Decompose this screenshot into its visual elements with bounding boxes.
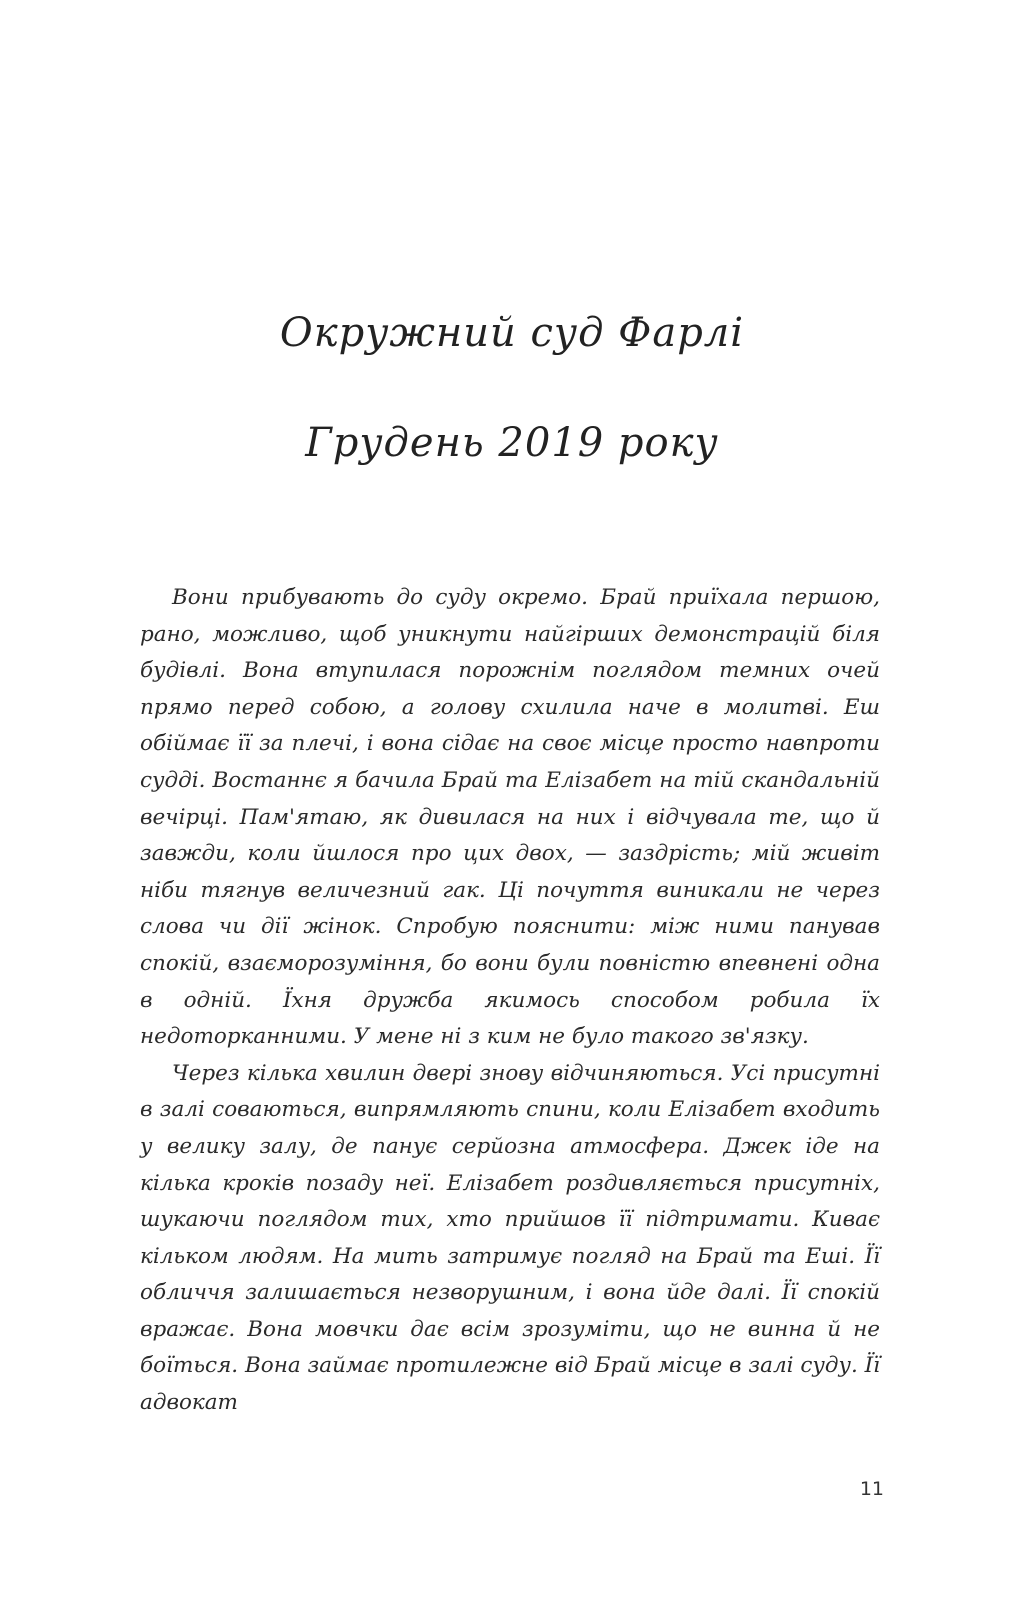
chapter-location-heading: Окружний суд Фарлі [279, 310, 745, 356]
paragraph: Вони прибувають до суду окремо. Брай приїхала першою, рано, можливо, щоб уникнути найгірших демонстрацій біля будівлі. Вона втупилася порожнім поглядом темних очей прямо перед собою, а голову схилила наче в молитві. Еш обіймає її за плечі, і вона сідає на своє місце просто навпроти судді. Востаннє я бачила Брай та Елізабет на тій скандальній вечірці. Пам'ятаю, як дивилася на них і відчувала те, що й завжди, коли йшлося про цих двох, — заздрість; мій живіт ніби тягнув величезний гак. Ці почуття виникали не через слова чи дії жінок. Спробую пояснити: між ними панував спокій, взаєморозуміння, бо вони були повністю впевнені одна в одній. Їхня дружба якимось способом робила їх недоторканними. У мене ні з ким не було такого зв'язку. [140, 585, 880, 1050]
page-number: 11 [859, 1478, 884, 1500]
chapter-date-heading: Грудень 2019 року [305, 420, 719, 466]
paragraph: Через кілька хвилин двері знову відчиняються. Усі присутні в залі соваються, випрямляють спини, коли Елізабет входить у велику залу, де панує серйозна атмосфера. Джек іде на кілька кроків позаду неї. Елізабет роздивляється присутніх, шукаючи поглядом тих, хто прийшов її підтримати. Киває кільком людям. На мить затримує погляд на Брай та Еші. Її обличчя залишається незворушним, і вона йде далі. Її спокій вражає. Вона мовчки дає всім зрозуміти, що не винна й не боїться. Вона займає протилежне від Брай місце в залі суду. Її адвокат [140, 1060, 880, 1416]
body-text [140, 580, 880, 1422]
